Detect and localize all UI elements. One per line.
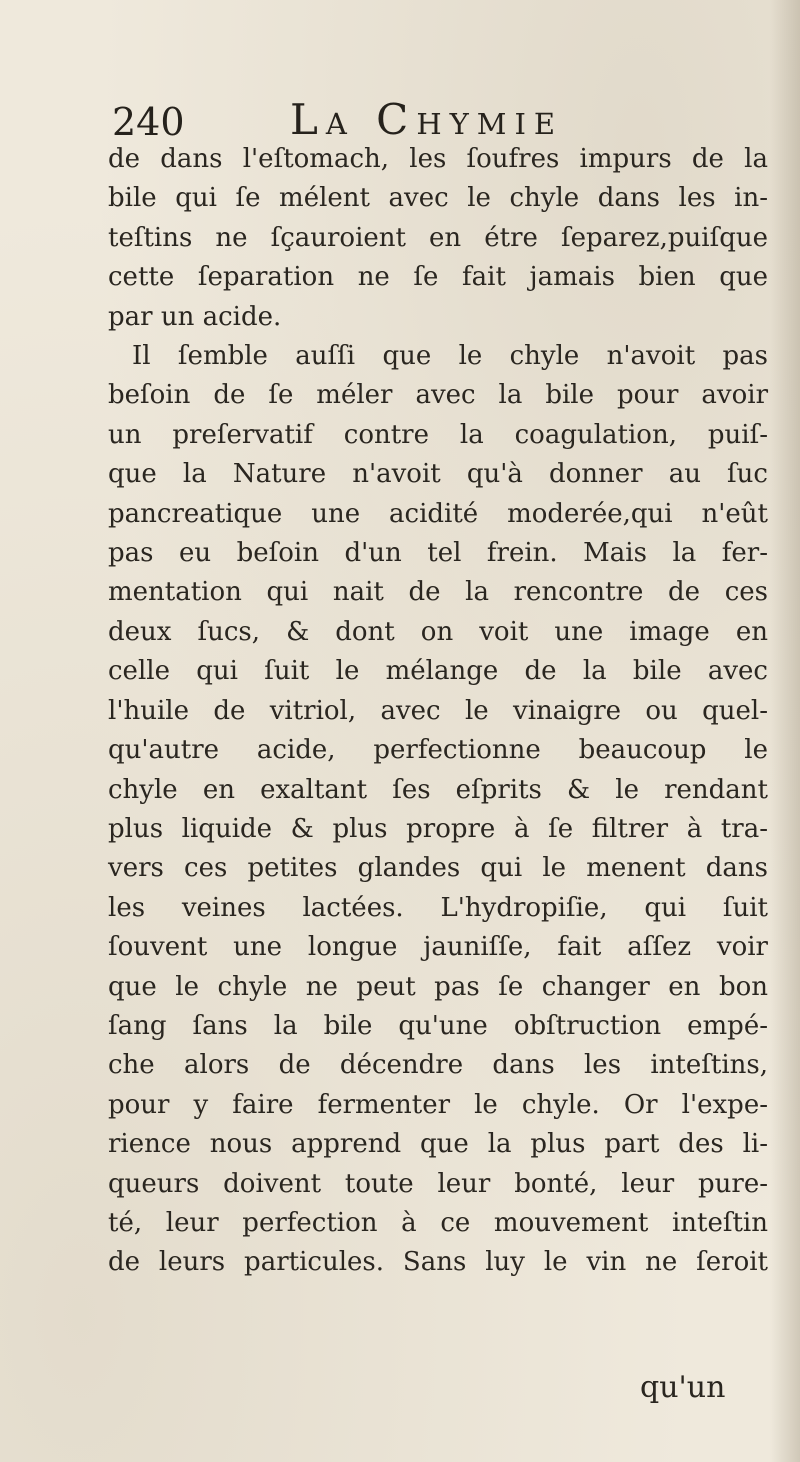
text-line: les veines lactées. L'hydropiſie, qui ſuit <box>108 892 768 923</box>
text-line: mentation qui nait de la rencontre de ces <box>108 577 768 608</box>
text-line: ſang ſans la bile qu'une obſtruction empé- <box>108 1010 768 1041</box>
text-line: beſoin de ſe méler avec la bile pour avoir <box>108 380 768 411</box>
text-line: teſtins ne ſçauroient en étre ſeparez,puiſque <box>108 222 768 253</box>
text-line: plus liquide & plus propre à ſe filtrer à tra- <box>108 813 768 844</box>
text-line: de leurs particules. Sans luy le vin ne ſeroit <box>108 1247 768 1278</box>
text-line: ſouvent une longue jauniſſe, fait aſſez voir <box>108 932 768 963</box>
text-line: queurs doivent toute leur bonté, leur pure- <box>108 1168 768 1199</box>
text-line: pas eu beſoin d'un tel frein. Mais la fer- <box>108 538 768 569</box>
text-line: que le chyle ne peut pas ſe changer en bon <box>108 971 768 1002</box>
text-line: té, leur perfection à ce mouvement inteſtin <box>108 1207 768 1238</box>
text-line: bile qui ſe mélent avec le chyle dans les in- <box>108 183 768 214</box>
text-line: celle qui ſuit le mélange de la bile avec <box>108 656 768 687</box>
running-title: La Chymie <box>290 95 564 144</box>
text-line: rience nous apprend que la plus part des li- <box>108 1129 768 1160</box>
text-line: Il ſemble auſſi que le chyle n'avoit pas <box>132 341 768 372</box>
text-line: pour y faire fermenter le chyle. Or l'expe- <box>108 1089 768 1120</box>
text-line: cette ſeparation ne ſe fait jamais bien que <box>108 262 768 293</box>
text-line: un preſervatif contre la coagulation, puiſ- <box>108 419 768 450</box>
text-line: che alors de décendre dans les inteſtins, <box>108 1050 768 1081</box>
body-text <box>108 140 768 1283</box>
text-line: vers ces petites glandes qui le menent dans <box>108 853 768 884</box>
catchword: qu'un <box>640 1370 726 1405</box>
text-line: l'huile de vitriol, avec le vinaigre ou quel- <box>108 695 768 726</box>
text-line: chyle en exaltant ſes eſprits & le rendant <box>108 774 768 805</box>
page-number: 240 <box>112 100 185 144</box>
page-edge-shadow <box>770 0 800 1462</box>
text-line: de dans l'eſtomach, les ſoufres impurs de la <box>108 144 768 174</box>
text-line: deux ſucs, & dont on voit une image en <box>108 616 768 647</box>
text-line: pancreatique une acidité moderée,qui n'eût <box>108 498 768 529</box>
text-line: que la Nature n'avoit qu'à donner au ſuc <box>108 459 768 490</box>
text-line: qu'autre acide, perfectionne beaucoup le <box>108 735 768 766</box>
page-header <box>112 96 712 146</box>
text-line: par un acide. <box>108 301 282 332</box>
